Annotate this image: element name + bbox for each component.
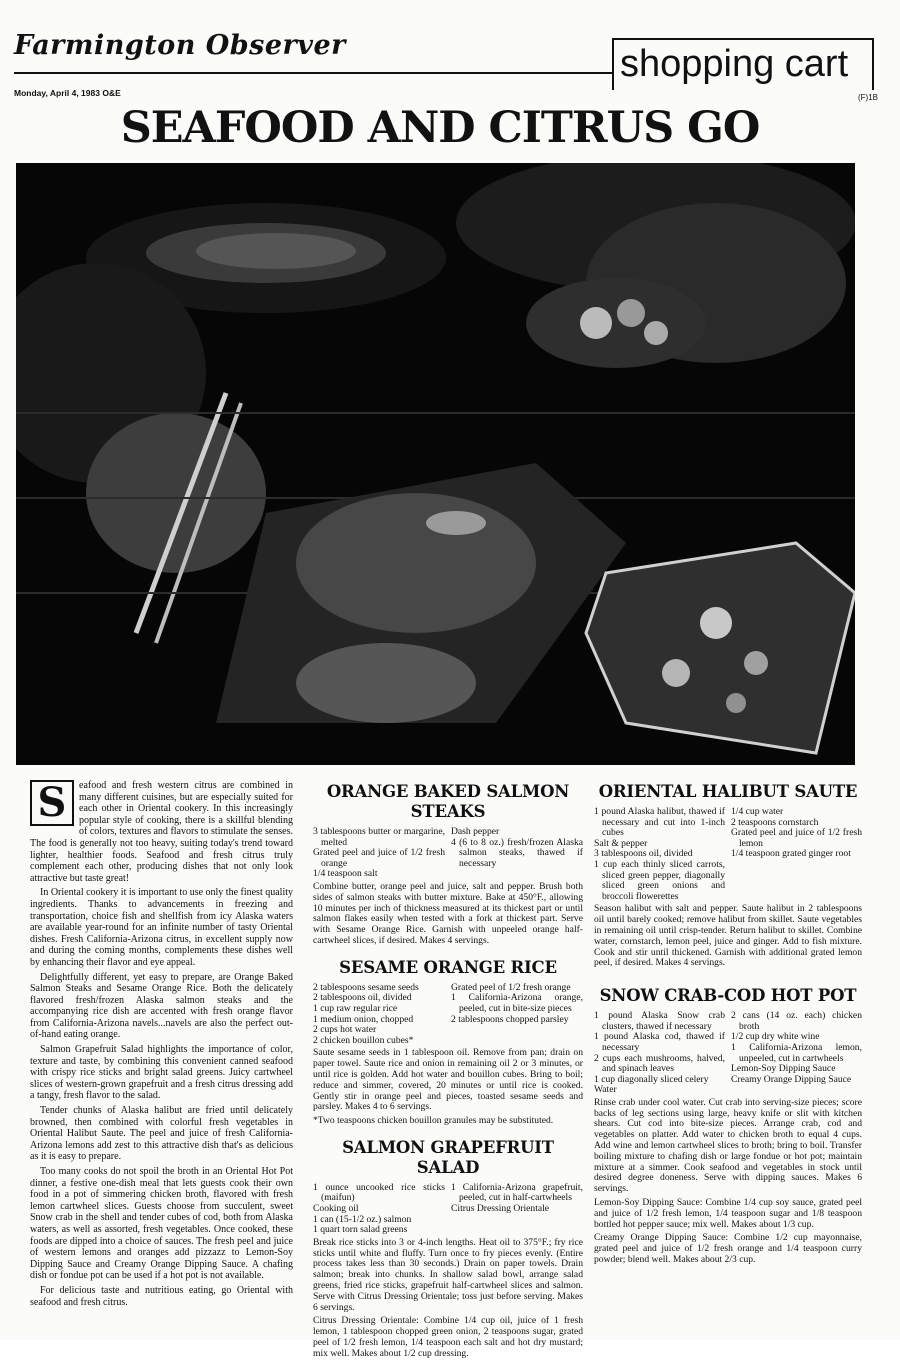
ingredient: 1 ounce uncooked rice sticks (maifun) — [313, 1181, 445, 1204]
ingredient: 2 chicken bouillon cubes* — [313, 1034, 414, 1046]
ingredient-list-hotpot — [594, 1011, 862, 1096]
ingredient: 3 tablespoons butter or margarine, melted — [313, 826, 445, 848]
ingredient: Grated peel and juice of 1/2 fresh orange — [313, 847, 445, 869]
recipe-title-rice: SESAME ORANGE RICE — [339, 957, 557, 977]
page-number: (F)1B — [858, 93, 878, 102]
ingredient: 1 cup each thinly sliced carrots, sliced green pepper, diagonally sliced green onions and broccoli flowerettes — [594, 858, 725, 902]
intro-paragraph: Salmon Grapefruit Salad highlights the importance of color, texture and taste, by combining this convenient canned seafood with crispy rice sticks and bright salad greens. Juicy cartwheel slices of western-grown grapefruit and a fresh citrus dressing add a tangy, fresh flavor to the salad. — [30, 1044, 293, 1102]
ingredient: 1 cup diagonally sliced celery — [594, 1073, 709, 1085]
ingredient: 1/2 cup dry white wine — [731, 1031, 820, 1043]
drop-cap: S — [30, 780, 74, 826]
ingredient-list-rice — [313, 983, 583, 1047]
ingredient: 1/4 cup water — [731, 806, 784, 817]
ingredient: 1 California-Arizona lemon, unpeeled, cut in cartwheels — [731, 1041, 862, 1064]
ingredient: 2 tablespoons sesame seeds — [313, 981, 419, 993]
intro-paragraph — [30, 780, 293, 884]
ingredient: Grated peel of 1/2 fresh orange — [451, 981, 571, 993]
ingredient: Creamy Orange Dipping Sauce — [731, 1073, 852, 1085]
section-title: shopping cart — [620, 43, 849, 85]
directions-halibut: Season halibut with salt and pepper. Saute halibut in 2 tablespoons oil until barely cooked; remove halibut from skillet. Saute vegetables in remaining oil until crisp-tender. Return halibut to skillet. Combine water, cornstarch, lemon peel, juice and ginger. Add to fish mixture. Cook and stir until thickened. Garnish with additional grated lemon peel, if desired. Makes 4 servings. — [594, 903, 862, 969]
intro-paragraph: In Oriental cookery it is important to use only the finest quality ingredients. Thanks to advancements in freezing and transportation, choice fish and shellfish from icy Alaska waters are available year-round for an infinite number of tasty Oriental dishes. Fresh California-Arizona citrus, in excellent supply now and during the coming months, complements these dishes well by enhancing their flavor and eye appeal. — [30, 887, 294, 968]
recipe-column-middle — [313, 780, 583, 1363]
recipe-title-salad: SALMON GRAPEFRUIT SALAD — [342, 1137, 554, 1177]
ingredient: 1 medium onion, chopped — [313, 1013, 414, 1025]
ingredient: Cooking oil — [313, 1203, 359, 1215]
ingredient: 1 pound Alaska Snow crab clusters, thawed if necessary — [594, 1010, 725, 1032]
ingredient: 2 cups hot water — [313, 1024, 377, 1036]
ingredient: Lemon-Soy Dipping Sauce — [731, 1063, 836, 1075]
ingredient: 2 tablespoons chopped parsley — [451, 1013, 569, 1025]
ingredient: 1 can (15-1/2 oz.) salmon — [313, 1213, 412, 1225]
recipe-title-halibut: ORIENTAL HALIBUT SAUTE — [598, 782, 858, 801]
intro-column — [30, 780, 293, 1311]
creamy-orange-sauce-recipe: Creamy Orange Dipping Sauce: Combine 1/2 cup mayonnaise, grated peel and juice of 1/2 fresh orange and 1/4 teaspoon curry powder; blend well. Makes about 2/3 cup. — [594, 1232, 862, 1266]
directions-salad: Break rice sticks into 3 or 4-inch lengths. Heat oil to 375°F.; fry rice sticks until white and fluffy. Turn once to fry pieces evenly. (Entire process takes less than 30 seconds.) Drain on paper towels. Drain salmon; break into chunks. In shallow salad bowl, arrange salad greens, fried rice sticks, grapefruit half-cartwheel slices and salmon. Serve with Citrus Dressing Orientale; toss just before serving. Makes 6 servings. — [313, 1236, 583, 1313]
ingredient: 1/4 teaspoon salt — [313, 868, 378, 880]
ingredient-list-salmon — [313, 827, 583, 880]
ingredient: 1 cup raw regular rice — [313, 1002, 398, 1014]
ingredient: Salt & pepper — [594, 837, 648, 849]
ingredient: Citrus Dressing Orientale — [451, 1203, 550, 1215]
intro-paragraph: Too many cooks do not spoil the broth in an Oriental Hot Pot dinner, a festive one-dish meal that lets guests cook their own food in a pot of simmering chicken broth, flavored with fresh lemon cartwheel slices. Guests choose from succulent, sweet Snow crab in the shell and tender cubes of cod, both from Alaska waters, as well as assorted, fresh vegetables. Once cooked, these foods are dipped into a choice of sauces. The fresh peel and juice of western lemons and oranges add pizzazz to Lemon-Soy Dipping Sauce and Creamy Orange Dipping Sauce. A chafing dish or fondue pot can be used if a hot pot is not available. — [30, 1166, 293, 1282]
ingredient: 3 tablespoons oil, divided — [594, 848, 693, 860]
dateline: Monday, April 4, 1983 O&E — [14, 88, 121, 98]
masthead-title: Farmington Observer — [14, 30, 346, 61]
ingredient: Grated peel and juice of 1/2 fresh lemon — [731, 827, 862, 849]
footnote-rice: *Two teaspoons chicken bouillon granules may be substituted. — [313, 1115, 554, 1127]
ingredient: 2 tablespoons oil, divided — [313, 992, 412, 1004]
ingredient-list-halibut — [594, 807, 862, 902]
ingredient: 4 (6 to 8 oz.) fresh/frozen Alaska salmon steaks, thawed if necessary — [451, 836, 583, 869]
directions-rice: Saute sesame seeds in 1 tablespoon oil. Remove from pan; drain on paper towel. Saute rice and onion in remaining oil 2 or 3 minutes, or until rice is golden. Add hot water and bouillon cubes. Bring to boil; reduce and simmer, covered, 20 minutes or until rice is cooked. Gently stir in orange peel and pieces, toasted sesame seeds and parsley. Makes 4 to 6 servings. — [313, 1047, 583, 1113]
directions-salmon: Combine butter, orange peel and juice, salt and pepper. Brush both sides of salmon steaks with butter mixture. Bake at 450°F., allowing 10 minutes per inch of thickness measured at its thickest part or until salmon flakes easily when tested with a fork at thickest part. Serve with Sesame Orange Rice. Garnish with unpeeled orange half-cartwheel slices, if desired. Makes 4 servings. — [313, 880, 583, 946]
ingredient: Dash pepper — [451, 826, 500, 837]
directions-hotpot: Rinse crab under cool water. Cut crab into serving-size pieces; score backs of leg sections using large, heavy knife or slit with kitchen shears. Cut cod into bite-size pieces. Arrange crab, cod and vegetables on platter. Add water to chicken broth to equal 4 cups. Add wine and lemon cartwheel slices to broth; bring to boil. Transfer boiling mixture to chafing dish or large fondue or hot pot; maintain mixture at a simmer. Cook seafood and vegetables in stock until desired degree doneness. Serve with dipping sauces. Makes 6 servings. — [594, 1096, 862, 1195]
recipe-title-hotpot: SNOW CRAB-COD HOT POT — [599, 986, 857, 1006]
ingredient: 1 California-Arizona orange, peeled, cut in bite-size pieces — [451, 992, 583, 1014]
ingredient: 2 teaspoons cornstarch — [731, 816, 819, 828]
intro-paragraph: For delicious taste and nutritious eating, go Oriental with seafood and fresh citrus. — [30, 1284, 293, 1308]
intro-paragraph: Delightfully different, yet easy to prepare, are Orange Baked Salmon Steaks and Sesame Orange Rice. Both the delicately flavored fresh/frozen Alaska salmon steaks and the accompanying rice dish are accented with fresh orange flavor from California-Arizona navels...navels are also the perfect out-of-hand eating orange. — [30, 971, 293, 1041]
dressing-recipe: Citrus Dressing Orientale: Combine 1/4 cup oil, juice of 1 fresh lemon, 1 tablespoon chopped green onion, 2 teaspoons sugar, grated peel of 1/2 fresh lemon, 1/4 teaspoon each salt and hot dry mustard; mix well. Makes about 1/2 cup dressing. — [313, 1315, 583, 1359]
intro-paragraph: Tender chunks of Alaska halibut are fried until delicately browned, then combined with colorful fresh vegetables in Oriental Halibut Saute. The peel and juice of fresh California-Arizona lemons add zest to this attractive dish that's as delicious as it is easy to prepare. — [30, 1105, 293, 1163]
ingredient: 2 cans (14 oz. each) chicken broth — [731, 1010, 862, 1032]
ingredient: 1/4 teaspoon grated ginger root — [731, 848, 851, 860]
food-photo — [16, 163, 855, 765]
ingredient: Water — [594, 1084, 617, 1096]
ingredient-list-salad — [313, 1183, 583, 1236]
intro-text: eafood and fresh western citrus are combined in many different cuisines, but are especially suited for each other in Oriental cookery. In this increasingly popular style of cooking, there is a skillful blending of colors, textures and flavors to stimulate the senses. The food is generally not too heavy, suiting today's trend toward lighter, healthier foods. Seafood and fresh citrus truly complement each other, producing dishes that not only look attractive but taste great! — [30, 780, 293, 884]
ingredient: 1 quart torn salad greens — [313, 1224, 408, 1236]
lemon-soy-sauce-recipe: Lemon-Soy Dipping Sauce: Combine 1/4 cup soy sauce, grated peel and juice of 1/2 fresh lemon, 1/4 teaspoon sugar and 1/8 teaspoon bottled hot pepper sauce; mix well. Makes about 1/3 cup. — [594, 1197, 862, 1230]
ingredient: 1 California-Arizona grapefruit, peeled, cut in half-cartwheels — [451, 1181, 583, 1204]
recipe-column-right — [594, 780, 862, 1269]
ingredient: 1 pound Alaska halibut, thawed if necessary and cut into 1-inch cubes — [594, 806, 725, 839]
ingredient: 2 cups each mushrooms, halved, and spinach leaves — [594, 1052, 725, 1075]
headline: SEAFOOD AND CITRUS GO — [120, 103, 760, 153]
ingredient: 1 pound Alaska cod, thawed if necessary — [594, 1031, 725, 1053]
recipe-title-salmon: ORANGE BAKED SALMON STEAKS — [326, 782, 570, 821]
